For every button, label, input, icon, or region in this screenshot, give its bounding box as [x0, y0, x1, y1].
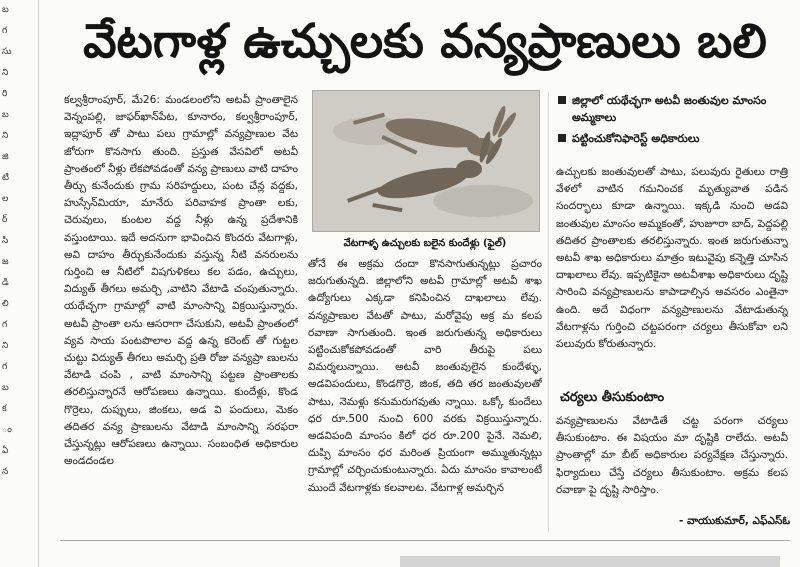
- edge-fragment: బ: [2, 110, 9, 120]
- edge-fragment: ం: [2, 425, 12, 435]
- highlight-text: పట్టించుకోనిఫారెస్ట్ అధికారులు: [572, 132, 700, 145]
- byline: - వాయుకుమార్, ఎఫ్ఎస్‌ఓ: [678, 515, 790, 527]
- edge-fragment: న: [2, 467, 9, 477]
- highlight-item: [558, 92, 786, 126]
- edge-fragment: రి: [2, 89, 8, 99]
- next-article-edge: [400, 556, 780, 567]
- subheading: చర్యలు తీసుకుంటాం: [560, 390, 665, 405]
- edge-fragment: గ: [2, 362, 8, 372]
- article-column-2: తోనే ఈ అక్రమ దందా కొనసాగుతున్నట్లు ప్రచారం జరుగుతున్నది. జిల్లాలోని అటవీ గ్రామాల్లో అటవీ శాఖ ఉద్యోగులు ఎక్కడా కనిపించిన దాఖలాలు లేవు. వన్యప్రాణుల వేటతో పాటు, మరోవైపు అక్ర మ కలప రవాణా సాగుతుంది. ఇంత జరుగుతున్న అధికారులు పట్టించుకోకపోవడంతో వారి తీరుపై పలు విమర్శలున్నాయి. అటవీ జంతువులైన కుందేళ్ళు, అడవిపందులు, కొండగొర్రె, జింక, తది తర జంతువులతో పాటు, నెమళ్లు కనుమరుగవుతు న్నాయి. ఒక్కో కుందేలు ధర రూ.500 నుంచి 600 వరకు విక్రయిస్తున్నారు. అడవిపంది మాంసం కిలో ధర రూ.200 పైనే. నెమలి, దుప్పి మాంసం ధర మరింత ప్రియంగా అమ్ముతున్నట్లు గ్రామాల్లో చర్చించుకుంటున్నారు. ఏదు మాంసం కావాలంటే ముందే వేటగాళ్లకు కలవాలట. వేటగాళ్ల అమర్చిన: [308, 258, 542, 494]
- column-rule: [38, 0, 39, 567]
- headline: వేటగాళ్ల ఉచ్చులకు వన్యప్రాణులు బలి: [83, 14, 767, 69]
- edge-fragment: ని: [2, 131, 9, 141]
- bottom-rule: [60, 540, 790, 541]
- edge-fragment: ని: [2, 341, 9, 351]
- edge-fragment: గ: [2, 26, 8, 36]
- edge-fragment: జ: [2, 257, 9, 267]
- dead-rabbits-image: [313, 91, 539, 231]
- highlight-item: [558, 130, 786, 147]
- edge-fragment: లి: [2, 299, 9, 309]
- official-quote: వన్యప్రాణులను వేటాడితే చట్ట పరంగా చర్యలు తీసుకుంటాం. ఈ విషయం మా దృష్టికి రాలేదు. అటవీ ప్రాంతాల్లో మా బీట్ అధికారుల పర్యవేక్షణ చేస్తున్నారు. ఫిర్యాదులు చేస్తే చర్యలు తీసుకుంటాం. అక్రమ కలప రవాణా పై దృష్టి సారిస్తాం.: [556, 415, 788, 496]
- edge-fragment: ల: [2, 194, 9, 204]
- square-bullet-icon: [558, 96, 566, 104]
- article-column-1: కల్వశ్రీరాంపూర్, మే26: మండలంలోని అటవీ ప్రాంతాలైన వెన్నంపల్లి, జాఫర్‌ఖాన్‌పేట, కూనారం, కల్వశ్రీరాంపూర్, ఇద్లాపూర్ తో పాటు పలు గ్రామాల్లో వన్యప్రాణుల వేట జోరుగా కొనసాగు తుంది. ప్రస్తుత వేసవిలో అటవీ ప్రాంతంలో నీళ్లు లేకపోవడంతో వన్య ప్రాణులు వాటి దాహం తీర్చు కునేందుకు గ్రామ సరిహద్దులు, పంట చేన్ల వద్దకు, హుస్సేన్‌మియా, మానేరు పరివాహక ప్రాంతా లకు, చెరువులు, కుంటల వద్ద నీళ్లు ఉన్న ప్రదేశానికి వస్తుంటాయి. ఇదే అదనుగా భావించిన కొందరు వేటగాళ్లు, అవి దాహం తీర్చుకునేందుకు వస్తున్న నీటి వనరులను గుర్తించి ఆ నీటిలో విషగుళికలు కల పడం, ఉచ్చులు, విద్యుత్ తీగలు అమర్చి ,వాటిని వేటాడి చంపుతున్నారు. యథేచ్ఛగా గ్రామాల్లో వాటి మాంసాన్ని విక్రయిస్తున్నారు. అటవీ ప్రాంతా లను ఆసరాగా చేసుకుని, అటవీ ప్రాంతంలో వ్యవ సాయ పంటపొలాల వద్ద ఉన్న కరెంట్ తో గుట్టల చుట్టు విద్యుత్ తీగలు అమర్చి ప్రతి రోజు వన్యప్రా ణులను వేటాడి చంపి , వాటి మాంసాన్ని పట్టణ ప్రాంతాలకు తరలిస్తున్నారనే ఆరోపణలు ఉన్నాయి. కుందేళ్లు, కొండ గొర్రెలు, దుప్పులు, జింకలు, అడ వి పందులు, మెకం తదితర వన్య ప్రాణులను వేటాడి మాంసాన్ని సరఫరా చేస్తున్నట్లు ఆరోపణలు ఉన్నాయి. సంబంధిత అధికారుల అండదండల: [64, 94, 298, 468]
- rabbits-photo: [312, 90, 540, 232]
- square-bullet-icon: [558, 134, 566, 142]
- edge-fragment: జి: [2, 152, 9, 162]
- edge-fragment: క: [2, 404, 7, 414]
- edge-fragment: గ: [2, 320, 8, 330]
- edge-fragment: ర్: [2, 215, 8, 225]
- edge-fragment: సు: [2, 47, 12, 57]
- column-divider: [548, 92, 549, 532]
- edge-fragment: బ: [2, 383, 9, 393]
- edge-fragment: బ: [2, 5, 9, 15]
- edge-fragment: సి: [2, 236, 9, 246]
- highlights-box: [558, 92, 786, 154]
- highlight-text: జిల్లాలో యథేచ్ఛగా అటవీ జంతువుల మాంసం అమ్మకాలు: [572, 94, 767, 124]
- edge-fragment: ని: [2, 68, 9, 78]
- adjacent-column-edge: [0, 0, 14, 567]
- edge-fragment: డి: [2, 278, 9, 288]
- edge-fragment: ఏ: [2, 446, 9, 456]
- edge-fragment: టి: [2, 173, 9, 183]
- photo-caption: వేటగాళ్ళ ఉచ్చులకు బలైన కుందేళ్లు (ఫైల్): [343, 238, 507, 249]
- article-column-3: ఉచ్చులకు జంతువులతో పాటు, పలువురు రైతులు రాత్రి వేళలో వాటిన గమనించక మృత్యువాత పడిన సందర్భాలు కూడా ఉన్నాయి. ఇక్కడి నుంచి అడవి జంతువుల మాంసం అమ్మకంతో, హుజూరా బాద్, పెద్దపల్లి తదితర ప్రాంతాలకు తరలిస్తున్నారు. ఇంత జరుగుతున్నా అటవీ శాఖ అధికారులు మాత్రం ఇటువైపు కన్నెత్తి చూసిన దాఖలాలు లేవు. ఇప్పటికైనా అటవీశాఖ అధికారులు దృష్టి సారించి వన్యప్రాణులను కాపాడాల్సిన అవసరం ఎంతైనా ఉంది. అదే విధంగా వన్యప్రాణులను వేటాడుతున్న వేటగాళ్లను గుర్తించి చట్టపరంగా చర్యలు తీసుకోవా లని పలువురు కోరుతున్నారు.: [556, 166, 788, 351]
